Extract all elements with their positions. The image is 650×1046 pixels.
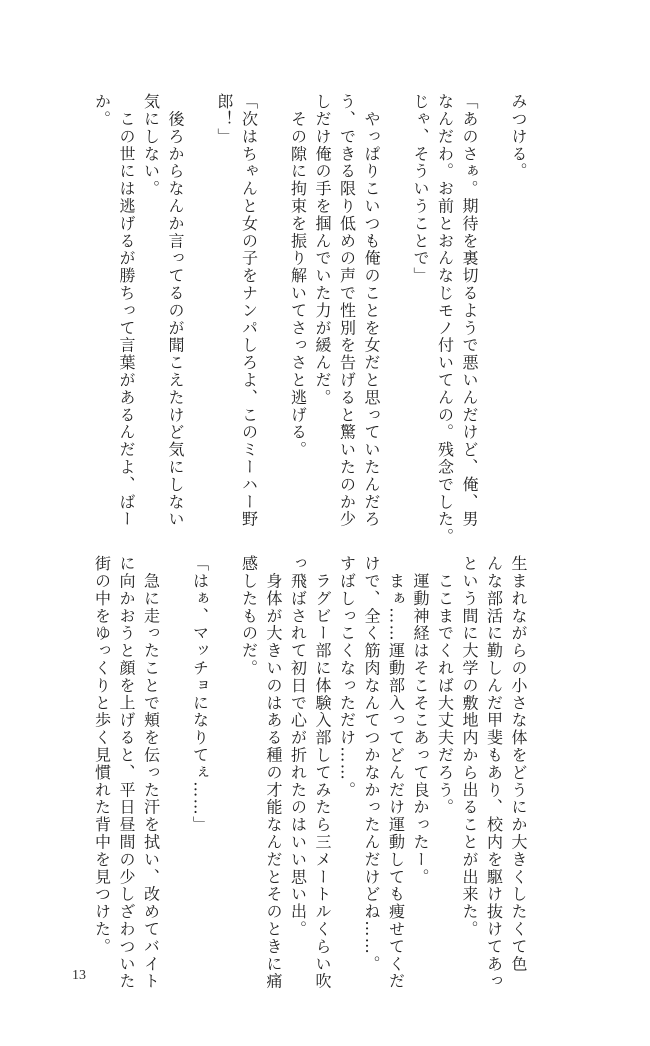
text-column: か。: [92, 93, 112, 128]
text-column: じゃ、そういうことで」: [411, 93, 430, 285]
text-column: しだけ俺の手を掴んでいた力が緩んだ。: [313, 93, 332, 407]
text-column: 街の中をゆっくりと歩く見慣れた背中を見つけた。: [92, 555, 112, 956]
text-column: この世には逃げるが勝ちって言葉があるんだよ、ばー: [117, 93, 136, 528]
text-column: けで、全く筋肉なんてつかなかったんだけどね……。: [362, 555, 381, 973]
text-column: 運動神経はそこそこあって良かったー。: [411, 555, 430, 886]
text-column: んな部活に勤しんだ甲斐もあり、校内を駆け抜けてあっ: [484, 555, 504, 990]
text-column: ラグビー部に体験入部してみたら三メートルくらい吹: [313, 555, 332, 990]
text-column: 後ろからなんか言ってるのが聞こえたけど気にしない: [166, 93, 185, 528]
text-column: 「はぁ、マッチョになりてぇ……」: [190, 555, 210, 834]
text-column: なんだわ。お前とおんなじモノ付いてんの。残念でした。: [435, 93, 455, 546]
text-column: まぁ……運動部入ってどんだけ運動しても痩せてくだ: [386, 555, 406, 990]
text-column: 急に走ったことで頬を伝った汗を拭い、改めてバイト: [141, 555, 161, 990]
text-column: ここまでくれば大丈夫だろう。: [435, 555, 455, 816]
text-column: という間に大学の敷地内から出ることが出来た。: [460, 555, 479, 938]
text-column: やっぱりこいつも俺のことを女だと思っていたんだろ: [362, 93, 381, 528]
text-column: すばしっこくなっただけ……。: [337, 555, 357, 799]
text-column: っ飛ばされて初日で心が折れたのはいい思い出。: [288, 555, 308, 938]
text-column: 身体が大きいのはある種の才能なんだとそのときに痛: [264, 555, 283, 990]
page-number: 13: [72, 968, 86, 983]
text-column: みつける。: [509, 93, 528, 180]
text-column: に向かおうと顔を上げると、平日昼間の少しざわついた: [117, 555, 136, 990]
text-column: 感したものだ。: [239, 555, 259, 677]
text-column: 「次はちゃんと女の子をナンパしろよ、このミーハー野: [239, 93, 259, 528]
text-column: う、できる限り低めの声で性別を告げると驚いたのか少: [337, 93, 357, 528]
text-column: その隙に拘束を振り解いてさっさと逃げる。: [288, 93, 308, 459]
text-column: 「あのさぁ。期待を裏切るようで悪いんだけど、俺、男: [460, 93, 479, 528]
text-column: 生まれながらの小さな体をどうにか大きくしたくて色: [509, 555, 528, 973]
text-column: 郎！」: [215, 93, 234, 146]
text-column: 気にしない。: [141, 93, 161, 198]
